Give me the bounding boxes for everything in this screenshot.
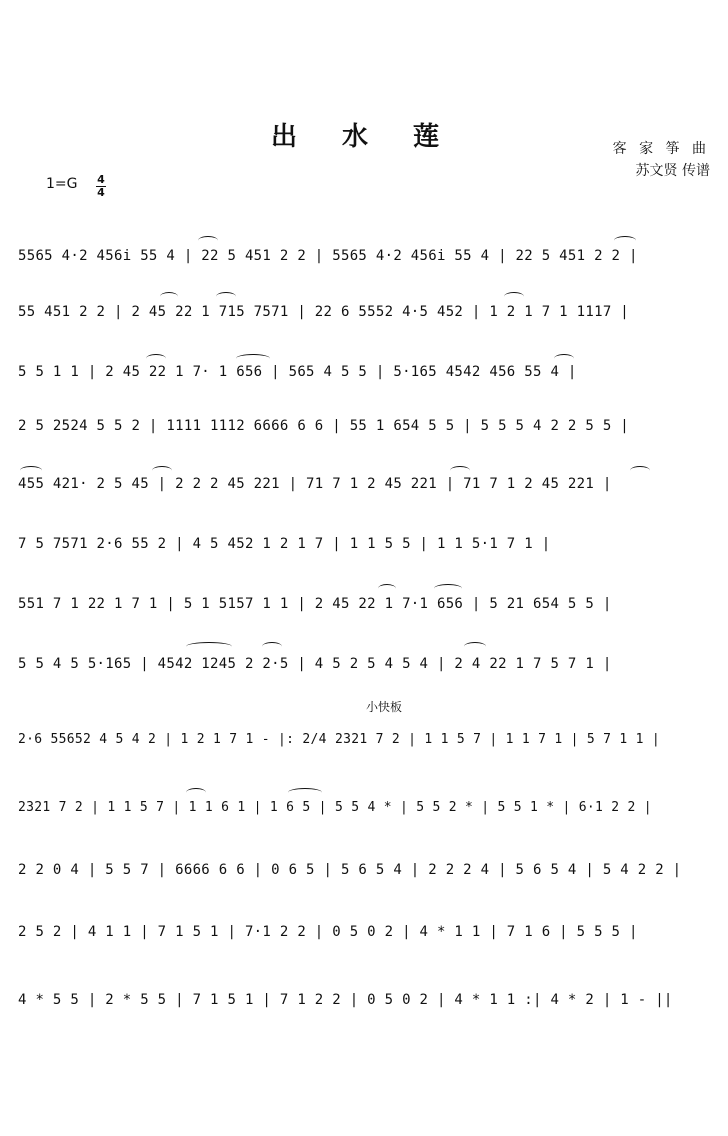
notator-credit: 苏文贤 传谱 [635,163,710,179]
slur-mark [160,292,178,301]
slur-mark [630,466,650,475]
notation-line: 5 5 1 1 | 2 45 22 1 7· 1 656 | 565 4 5 5 | 5·165 4542 456 55 4 | [18,364,577,380]
staff-system-12 [18,920,710,948]
staff-system-7 [18,592,710,620]
staff-system-1 [18,244,710,272]
staff-system-10 [18,796,710,824]
staff-system-3 [18,360,710,388]
notation-line: 2 5 2 | 4 1 1 | 7 1 5 1 | 7·1 2 2 | 0 5 0 2 | 4 * 1 1 | 7 1 6 | 5 5 5 | [18,924,638,940]
notation-line: 55 451 2 2 | 2 45 22 1 715 7571 | 22 6 5552 4·5 452 | 1 2 1 7 1 1117 | [18,304,630,320]
staff-system-4 [18,414,710,442]
staff-system-5 [18,472,710,500]
slur-mark [614,236,636,245]
time-signature-bottom: 4 [97,186,105,199]
notation-line: 2321 7 2 | 1 1 5 7 | 1 1 6 1 | 1 6 5 | 5 5 4 * | 5 5 2 * | 5 5 1 * | 6·1 2 2 | [18,800,652,815]
key-signature: 1=G [46,176,78,192]
slur-mark [464,642,486,651]
score-title: 出 水 莲 [270,122,458,152]
time-signature [96,174,106,199]
notation-line: 2·6 55652 4 5 4 2 | 1 2 1 7 1 - |: 2/4 2321 7 2 | 1 1 5 7 | 1 1 7 1 | 5 7 1 1 | [18,732,661,747]
slur-mark [288,788,322,797]
notation-line: 5 5 4 5 5·165 | 4542 1245 2 2·5 | 4 5 2 5 4 5 4 | 2 4 22 1 7 5 7 1 | [18,656,612,672]
slur-mark [198,236,218,245]
slur-mark [216,292,236,301]
slur-mark [152,466,172,475]
notation-line: 551 7 1 22 1 7 1 | 5 1 5157 1 1 | 2 45 22 1 7·1 656 | 5 21 654 5 5 | [18,596,612,612]
slur-mark [450,466,470,475]
notation-line: 4 * 5 5 | 2 * 5 5 | 7 1 5 1 | 7 1 2 2 | 0 5 0 2 | 4 * 1 1 :| 4 * 2 | 1 - || [18,992,673,1008]
slur-mark [378,584,396,593]
slur-mark [186,788,206,797]
notation-line: 2 5 2524 5 5 2 | 1111 1112 6666 6 6 | 55 1 654 5 5 | 5 5 5 4 2 2 5 5 | [18,418,630,434]
slur-mark [434,584,462,593]
slur-mark [146,354,166,363]
notation-line: 7 5 7571 2·6 55 2 | 4 5 452 1 2 1 7 | 1 1 5 5 | 1 1 5·1 7 1 | [18,536,551,552]
notation-line: 5565 4·2 456i 55 4 | 22 5 451 2 2 | 5565 4·2 456i 55 4 | 22 5 451 2 2 | [18,248,638,264]
staff-system-13 [18,988,710,1016]
staff-system-6 [18,532,710,560]
staff-system-11 [18,858,710,886]
slur-mark [504,292,524,301]
staff-system-8 [18,652,710,680]
genre-credit: 客 家 筝 曲 [612,141,710,157]
slur-mark [186,642,232,651]
slur-mark [262,642,282,651]
tempo-marking: 小快板 [366,700,403,714]
slur-mark [236,354,270,363]
staff-system-2 [18,300,710,328]
staff-system-9 [18,728,710,756]
notation-line: 2 2 0 4 | 5 5 7 | 6666 6 6 | 0 6 5 | 5 6 5 4 | 2 2 2 4 | 5 6 5 4 | 5 4 2 2 | [18,862,682,878]
slur-mark [20,466,42,475]
time-signature-top: 4 [97,173,105,186]
slur-mark [554,354,574,363]
notation-line: 455 421· 2 5 45 | 2 2 2 45 221 | 71 7 1 2 45 221 | 71 7 1 2 45 221 | [18,476,612,492]
